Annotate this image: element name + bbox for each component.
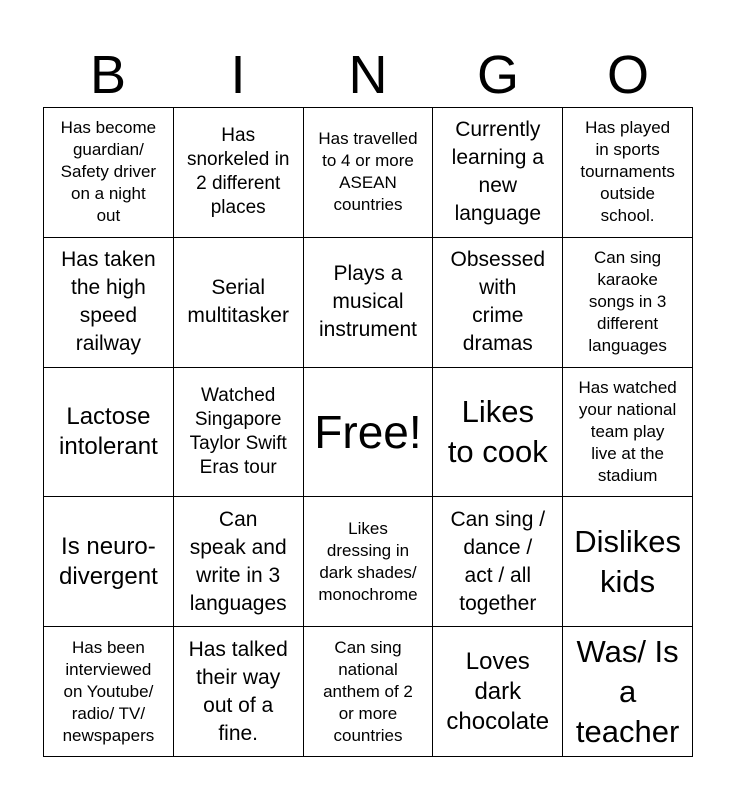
cell-text: Has been interviewed on Youtube/ radio/ TV/ newspapers xyxy=(62,637,155,745)
bingo-card xyxy=(43,107,693,757)
bingo-cell-r1c2[interactable] xyxy=(174,108,304,238)
header-letter-o: O xyxy=(606,45,649,105)
cell-text: Loves dark chocolate xyxy=(446,647,550,735)
cell-text: Can speak and write in 3 languages xyxy=(189,507,287,615)
cell-text: Dislikes kids xyxy=(574,523,681,599)
cell-text: Plays a musical instrument xyxy=(318,262,418,342)
cell-text: Has become guardian/ Safety driver on a night out xyxy=(60,118,157,226)
bingo-header xyxy=(43,42,693,108)
cell-text: Has travelled to 4 or more ASEAN countries xyxy=(318,129,418,215)
cell-text: Has played in sports tournaments outside school. xyxy=(580,118,675,226)
bingo-cell-r4c1[interactable] xyxy=(44,497,174,627)
cell-text: Has taken the high speed railway xyxy=(61,248,156,356)
bingo-cell-r2c2[interactable] xyxy=(174,238,304,368)
bingo-cell-r5c4[interactable] xyxy=(433,627,563,757)
bingo-cell-r2c1[interactable] xyxy=(44,238,174,368)
cell-text: Was/ Is a teacher xyxy=(575,633,680,749)
cell-text: Watched Singapore Taylor Swift Eras tour xyxy=(189,384,287,478)
bingo-cell-r3c2[interactable] xyxy=(174,368,304,498)
cell-text: Has snorkeled in 2 different places xyxy=(186,125,290,219)
cell-text: Can sing karaoke songs in 3 different languages xyxy=(588,248,667,356)
bingo-cell-r1c3[interactable] xyxy=(304,108,434,238)
bingo-cell-r2c3[interactable] xyxy=(304,238,434,368)
bingo-cell-r1c1[interactable] xyxy=(44,108,174,238)
cell-text: Serial multitasker xyxy=(187,276,289,328)
cell-text: Is neuro- divergent xyxy=(59,532,158,590)
cell-text: Obsessed with crime dramas xyxy=(450,248,546,356)
bingo-cell-free[interactable] xyxy=(304,368,434,498)
bingo-cell-r5c1[interactable] xyxy=(44,627,174,757)
header-letter-n: N xyxy=(348,45,388,105)
header-letter-b: B xyxy=(89,45,127,105)
header-letter-i: I xyxy=(230,45,246,105)
cell-text: Has watched your national team play live at the stadium xyxy=(578,377,677,485)
bingo-cell-r3c5[interactable] xyxy=(563,368,693,498)
cell-text: Likes dressing in dark shades/ monochrome xyxy=(318,518,418,604)
header-letter-g: G xyxy=(476,45,519,105)
bingo-cell-r2c4[interactable] xyxy=(433,238,563,368)
cell-text: Currently learning a new language xyxy=(451,118,544,226)
bingo-cell-r3c4[interactable] xyxy=(433,368,563,498)
bingo-cell-r5c5[interactable] xyxy=(563,627,693,757)
cell-text: Lactose intolerant xyxy=(59,402,158,460)
bingo-cell-r4c3[interactable] xyxy=(304,497,434,627)
bingo-cell-r2c5[interactable] xyxy=(563,238,693,368)
bingo-cell-r4c2[interactable] xyxy=(174,497,304,627)
bingo-cell-r1c5[interactable] xyxy=(563,108,693,238)
cell-text: Can sing / dance / act / all together xyxy=(450,507,546,615)
bingo-cell-r4c5[interactable] xyxy=(563,497,693,627)
bingo-cell-r5c2[interactable] xyxy=(174,627,304,757)
cell-text: Has talked their way out of a fine. xyxy=(188,637,288,745)
cell-text: Can sing national anthem of 2 or more countries xyxy=(323,637,413,745)
bingo-cell-r4c4[interactable] xyxy=(433,497,563,627)
bingo-cell-r1c4[interactable] xyxy=(433,108,563,238)
bingo-cell-r5c3[interactable] xyxy=(304,627,434,757)
free-space-text: Free! xyxy=(314,405,422,458)
cell-text: Likes to cook xyxy=(447,393,548,469)
bingo-cell-r3c1[interactable] xyxy=(44,368,174,498)
